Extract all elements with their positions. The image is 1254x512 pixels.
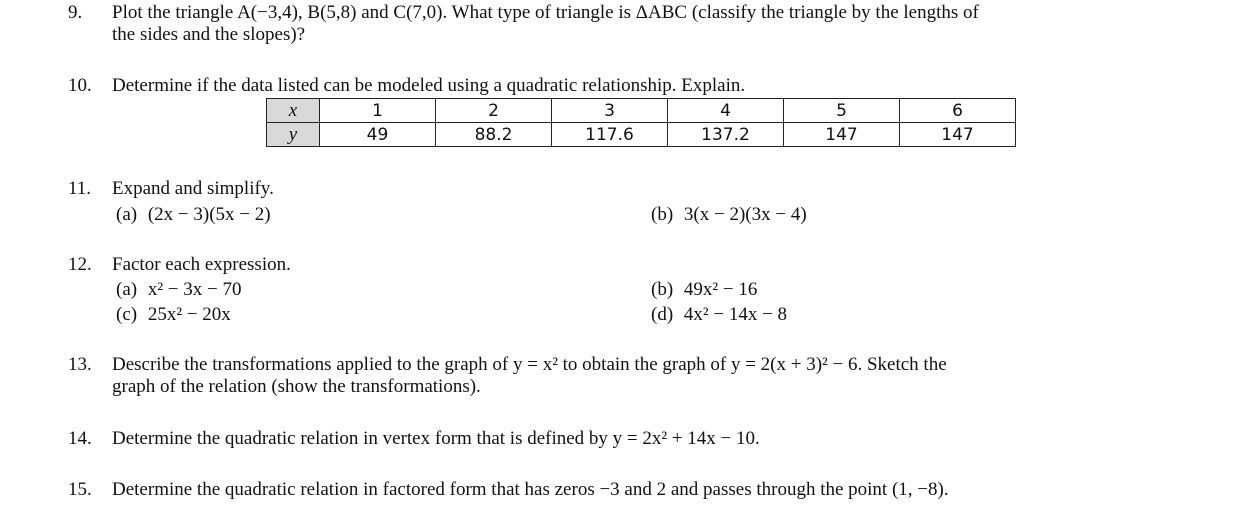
question-text: Expand and simplify. (112, 178, 274, 199)
part-label: (a) (116, 279, 138, 300)
question-number: 14. (68, 428, 92, 449)
question-text-line-1: Describe the transformations applied to the graph of y = x² to obtain the graph of y = 2(x + 3)² − 6. Sketch the (112, 354, 947, 375)
question-text-line-2: the sides and the slopes)? (112, 24, 306, 45)
part-11a (116, 204, 271, 226)
part-12c (116, 304, 231, 326)
part-label: (b) (651, 204, 674, 225)
table-cell: 5 (784, 99, 900, 123)
question-number: 10. (68, 75, 92, 96)
part-12b (651, 279, 757, 301)
question-text: Factor each expression. (112, 254, 291, 275)
table-header-x: x (267, 99, 320, 123)
table-cell: 88.2 (436, 123, 552, 147)
part-expression: (2x − 3)(5x − 2) (147, 204, 271, 225)
table-row-x (267, 99, 1016, 123)
table-cell: 1 (320, 99, 436, 123)
part-expression: x² − 3x − 70 (147, 279, 242, 300)
table-header-y: y (267, 123, 320, 147)
table-cell: 3 (552, 99, 668, 123)
table-row-y (267, 123, 1016, 147)
part-expression: 3(x − 2)(3x − 4) (683, 204, 807, 225)
part-11b (651, 204, 807, 226)
part-label: (a) (116, 204, 138, 225)
table-cell: 147 (900, 123, 1016, 147)
question-number: 12. (68, 254, 92, 275)
table-cell: 4 (668, 99, 784, 123)
table-cell: 137.2 (668, 123, 784, 147)
data-table (266, 98, 1016, 147)
question-text: Determine if the data listed can be modeled using a quadratic relationship. Explain. (112, 75, 746, 96)
question-number: 9. (68, 2, 83, 23)
part-label: (d) (651, 304, 674, 325)
question-number: 15. (68, 479, 92, 500)
part-label: (b) (651, 279, 674, 300)
table-cell: 147 (784, 123, 900, 147)
question-text-line-1: Plot the triangle A(−3,4), B(5,8) and C(7,0). What type of triangle is ΔABC (classify the triangle by the lengths of (112, 2, 979, 23)
question-text-line-2: graph of the relation (show the transformations). (112, 376, 481, 397)
question-number: 13. (68, 354, 92, 375)
table-cell: 49 (320, 123, 436, 147)
part-12d (651, 304, 787, 326)
question-text: Determine the quadratic relation in vertex form that is defined by y = 2x² + 14x − 10. (112, 428, 760, 449)
part-label: (c) (116, 304, 138, 325)
part-12a (116, 279, 241, 301)
table-cell: 2 (436, 99, 552, 123)
part-expression: 49x² − 16 (683, 279, 758, 300)
table-cell: 117.6 (552, 123, 668, 147)
table-cell: 6 (900, 99, 1016, 123)
question-number: 11. (68, 178, 92, 199)
part-expression: 4x² − 14x − 8 (683, 304, 788, 325)
question-text: Determine the quadratic relation in factored form that has zeros −3 and 2 and passes through the point (1, −8). (112, 479, 949, 500)
part-expression: 25x² − 20x (147, 304, 231, 325)
